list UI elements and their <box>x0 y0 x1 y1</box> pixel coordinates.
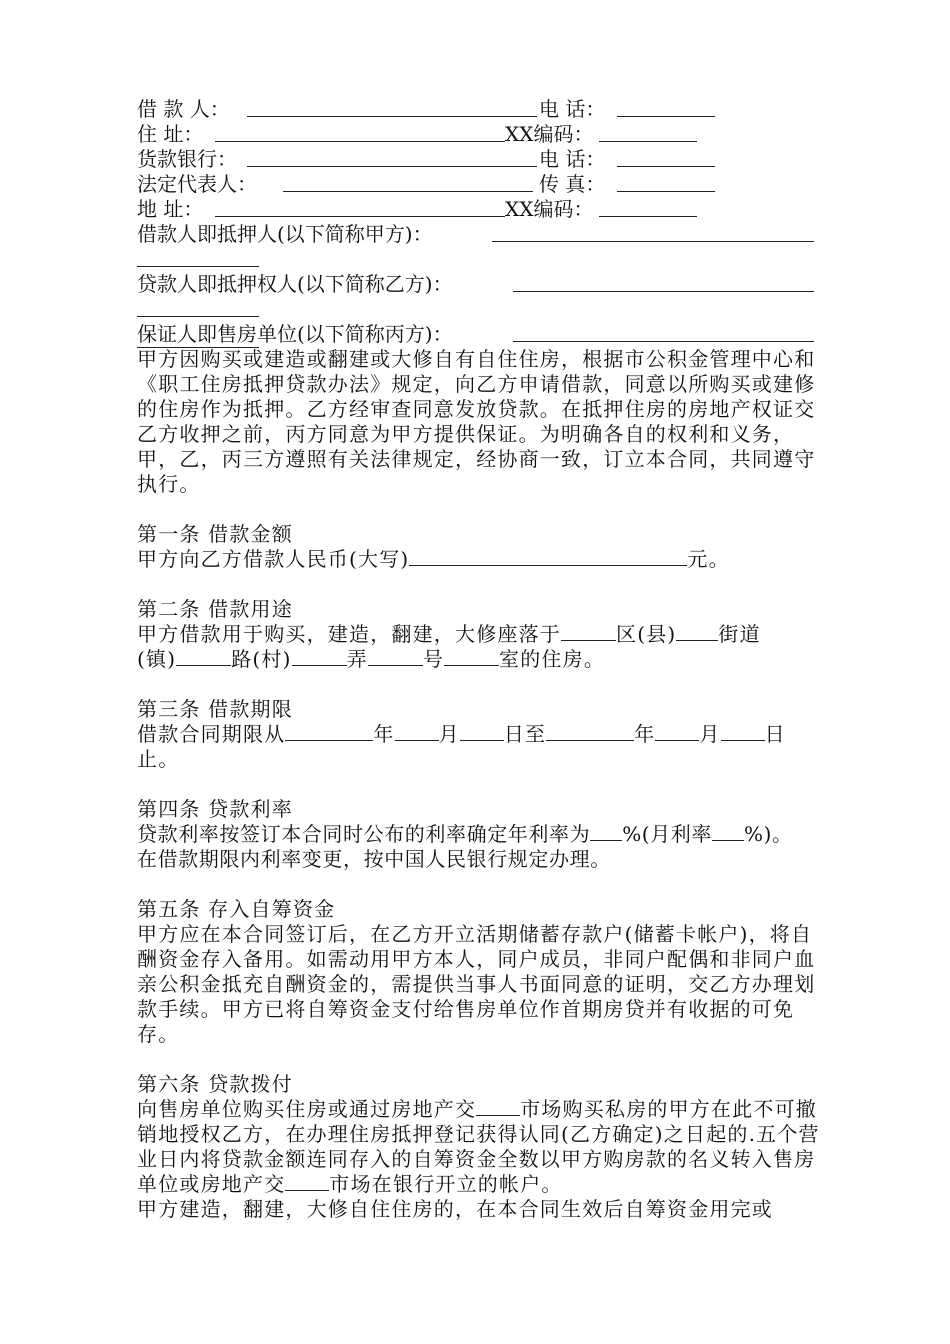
party-c-blank[interactable] <box>513 341 814 342</box>
a2-t3: 街道 <box>718 622 761 646</box>
a4-t3: %)。 <box>744 822 793 846</box>
a2-t2: 区(县) <box>616 622 677 646</box>
a1-text-after: 元。 <box>687 547 730 571</box>
a3-t5: 年 <box>634 722 656 746</box>
article-5-body: 甲方应在本合同签订后，在乙方开立活期储蓄存款户(储蓄卡帐户)，将自酬资金存入备用。如需动用甲方本人，同户成员，非同户配偶和非同户血亲公积金抵充自酬资金的，需提供当事人书面同意的证明，交乙方办理划款手续。甲方已将自筹资金支付给售房单位作首期房贷并有收据的可免存。 <box>137 922 816 1046</box>
party-a-blank-cont <box>137 266 259 267</box>
a2-t1: 甲方借款用于购买，建造，翻建，大修座落于 <box>137 622 561 646</box>
bank-label: 货款银行： <box>137 147 237 171</box>
fax-label: 传 真： <box>539 172 606 196</box>
a2-t4: (镇) <box>137 647 177 671</box>
party-c-label: 保证人即售房单位(以下简称丙方)： <box>137 322 453 346</box>
phone-blank[interactable] <box>617 97 715 117</box>
party-a-blank[interactable] <box>492 241 814 242</box>
party-b-blank-cont <box>137 316 259 317</box>
article-2-body <box>137 622 827 672</box>
party-c <box>137 322 827 372</box>
article-6-continued: 甲方建造，翻建，大修自住住房的，在本合同生效后自筹资金用完或 <box>137 1197 773 1221</box>
a1-text-before: 甲方向乙方借款人民币(大写) <box>137 547 410 571</box>
postcode-blank[interactable] <box>599 122 697 142</box>
article-4-body <box>137 822 827 872</box>
end-day-blank[interactable] <box>721 722 765 741</box>
fax-blank[interactable] <box>617 172 715 192</box>
district-blank[interactable] <box>561 622 616 641</box>
a6-t2: 市场购买私房的甲方在此不可撤销地授权乙方，在办理住房抵押登记获得认同(乙方确定)之日起的.五个营业日内将贷款金额连同存入的自筹资金全数以甲方购房款的名义转入售房单位或房地产交 <box>137 1097 820 1196</box>
party-a <box>137 222 827 272</box>
article-1-body <box>137 547 827 572</box>
bank-blank[interactable] <box>247 147 537 167</box>
party-c-blank-cont <box>137 347 259 348</box>
a3-t4: 日至 <box>503 722 547 746</box>
a6-t3: 市场在银行开立的帐户。 <box>329 1172 563 1196</box>
amount-blank[interactable] <box>409 547 687 566</box>
party-b-label: 贷款人即抵押权人(以下简称乙方)： <box>137 272 453 296</box>
a2-t7: 号 <box>422 647 445 671</box>
start-month-blank[interactable] <box>395 722 439 741</box>
annual-rate-blank[interactable] <box>590 822 622 841</box>
postcode-label: XX编码： <box>505 122 594 146</box>
a3-t6: 月 <box>699 722 721 746</box>
lane-blank[interactable] <box>368 647 423 666</box>
legal-rep-blank[interactable] <box>283 172 533 192</box>
contract-page <box>137 97 827 1222</box>
road-blank[interactable] <box>292 647 347 666</box>
phone-label: 电 话： <box>539 97 606 121</box>
party-b <box>137 272 827 322</box>
a2-t8: 室的住房。 <box>499 647 606 671</box>
town-blank[interactable] <box>176 647 231 666</box>
address-blank-2[interactable] <box>215 197 505 217</box>
a3-t3: 月 <box>438 722 460 746</box>
article-2-title: 第二条 借款用途 <box>137 597 293 621</box>
address-row-2 <box>137 197 827 222</box>
end-year-blank[interactable] <box>546 722 634 741</box>
a2-t6: 弄 <box>346 647 368 671</box>
a3-t8: 止。 <box>137 747 180 771</box>
monthly-rate-blank[interactable] <box>712 822 744 841</box>
party-a-label: 借款人即抵押人(以下简称甲方)： <box>137 222 433 246</box>
postcode-blank-2[interactable] <box>599 197 697 217</box>
preamble-paragraph: 甲方因购买或建造或翻建或大修自有自住住房，根据市公积金管理中心和《职工住房抵押贷款办法》规定，向乙方申请借款，同意以所购买或建修的住房作为抵押。乙方经审查同意发放贷款。在抵押住房的房地产权证交乙方收押之前，丙方同意为甲方提供保证。为明确各自的权利和义务，甲，乙，丙三方遵照有关法律规定，经协商一致，订立本合同，共同遵守执行。 <box>137 347 816 496</box>
street-blank[interactable] <box>676 622 718 641</box>
phone-blank-2[interactable] <box>617 147 715 167</box>
room-blank[interactable] <box>444 647 499 666</box>
a3-t1: 借款合同期限从 <box>137 722 286 746</box>
start-year-blank[interactable] <box>285 722 373 741</box>
article-3-body <box>137 722 827 772</box>
address-row <box>137 122 827 147</box>
article-5-title: 第五条 存入自筹资金 <box>137 897 336 921</box>
exchange-blank-2[interactable] <box>285 1172 329 1191</box>
address-blank[interactable] <box>215 122 505 142</box>
address-label-2: 地 址： <box>137 197 204 221</box>
address-label: 住 址： <box>137 122 204 146</box>
legal-rep-label: 法定代表人： <box>137 172 257 196</box>
a4-t4: 在借款期限内利率变更，按中国人民银行规定办理。 <box>137 847 611 871</box>
party-b-blank[interactable] <box>513 291 814 292</box>
a4-t2: %(月利率 <box>622 822 713 846</box>
phone-label-2: 电 话： <box>539 147 606 171</box>
borrower-row <box>137 97 827 122</box>
end-month-blank[interactable] <box>655 722 699 741</box>
a2-t5: 路(村) <box>231 647 292 671</box>
exchange-blank-1[interactable] <box>476 1097 520 1116</box>
borrower-blank[interactable] <box>247 97 537 117</box>
legal-rep-row <box>137 172 827 197</box>
a6-t1: 向售房单位购买住房或通过房地产交 <box>137 1097 477 1121</box>
article-3-title: 第三条 借款期限 <box>137 697 293 721</box>
start-day-blank[interactable] <box>460 722 504 741</box>
postcode-label-2: XX编码： <box>505 197 594 221</box>
borrower-label: 借 款 人： <box>137 97 230 121</box>
article-6-body <box>137 1097 827 1197</box>
a3-t2: 年 <box>373 722 395 746</box>
article-4-title: 第四条 贷款利率 <box>137 797 293 821</box>
a4-t1: 贷款利率按签订本合同时公布的利率确定年利率为 <box>137 822 591 846</box>
article-6-title: 第六条 贷款拨付 <box>137 1072 293 1096</box>
article-1-title: 第一条 借款金额 <box>137 522 293 546</box>
a3-t7: 日 <box>764 722 786 746</box>
bank-row <box>137 147 827 172</box>
